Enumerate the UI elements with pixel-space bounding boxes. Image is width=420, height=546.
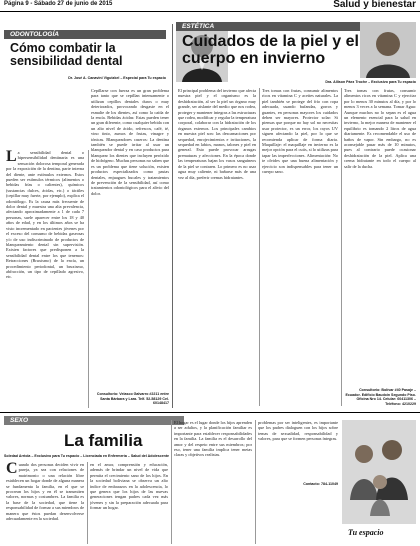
estetica-col-1: El principal problema del invierno que afecta nuestra piel y el organismo es la deshidratación, al ser la piel un órgano muy grande, ser aislante del medio que nos rodea, proteger y mantener íntegras a las estructuras que rodea, modificar y regular la temperatura corporal, colaborar con la hidratación de los órganos externos. Los principales cambios en nuestra piel son: las descamaciones por sequedad, enrojecimientos e irritaciones, la sequedad en labios, manos, talones y piel en general. Esto puede provocar arrugas prematuras y afecciones. En la época donde las temperaturas bajan los vasos sanguíneos de la piel se contraen. Lo primero es no usar agua muy caliente, ni bañarse más de una vez al día, preferir cremas hidratantes. — [178, 88, 256, 180]
estetica-tag: ESTÉTICA — [176, 22, 416, 31]
sexo-col-4: problemas por ser inteligentes, es importante que los padres dialoguen con los hijos sobre temas de sexualidad, responsabilidad y valores, para que se formen personas íntegras. — [258, 420, 338, 442]
odontologia-byline: Dr. José A. Canavini Vigutzkel – Especial para Tu espacio — [68, 76, 166, 80]
person-icon — [360, 22, 416, 78]
odontologia-col-2: Cepillarse con fuerza es un gran problema para tanto que se cepillan intensamente o utilizan cepillos dentales duros o muy deteriorados, provocando desgaste en el esmalte de los dientes, así como la caída de la encía. Bebidas ácidas: Estas pueden tener un gran diferente, como cualquier bebida con un alto nivel de ácido, refrescos, café, té, vino tinto, zumos de frutas, vinagre y tónicas. Blanqueadores caseros: La dentina también se puede irritar al usar un blanqueador dental y en caso productos para blanquear los dientes que incluyen peróxido de hidrógeno. Muchas personas no saben que es un problema que tiene solución, existen productos especializados como pastas dentales, enjuagues bucales y tratamientos de prevención de la sensibilidad, así como tratamientos odontológicos para el alivio del dolor. — [91, 88, 169, 196]
author-photo-2 — [360, 22, 416, 78]
sexo-col-2: en el amor, comprensión y educación, además de brindar un nivel de vida que permita el crecimiento sano de los hijos. En la sociedad boliviana se observa un alto índice de embarazos en la adolescencia, lo que genera que los hijos de las nuevas generaciones tengan padres cada vez más jóvenes y sin la preparación adecuada para formar un hogar. — [90, 462, 168, 511]
estetica-byline: Dra. Allison Páez Troche – Exclusivo para Tu espacio — [325, 80, 416, 84]
estetica-contact: Consultorio: Bolívar #40 Pasaje – Ecuador. Edificio Baudoin Segundo Piso. Oficina Nro 14. Celular: 60411306 – Teléfono: 4210229 — [345, 388, 416, 406]
odontologia-title: Cómo combatir la sensibilidad dental — [10, 41, 123, 69]
odontologia-col-1: La sensibilidad dental o hipersensibilidad dentinaria es una sensación dolorosa temporal generada por la exposición de la dentina, parte interna del diente, ante estímulos externos. Estos pueden ser estímulos térmicos (alimentos o bebidas frías o calientes), químicos (sustancias dulces, ácidas, etc.) o táctiles (cepillar muy fuerte, por ejemplo), explica el odontólogo. Es la causa más frecuente de dolor dental y muestra una alta prevalencia, afectando aproximadamente a 1 de cada 7 personas, suele aparecer entre los 18 y 40 años de edad, y en los últimos años se ha visto incrementado en pacientes jóvenes por el exceso del consumo de bebidas gaseosas y/o de uso indiscriminado de productos de blanqueamiento dental sin supervisión. Existen factores que predisponen a la sensibilidad dental entre los que tenemos: Retracciones (Bruxismo) de la encía, un procedimiento periodontal, un bruxismo, abfracción, un tipo de cepillado agresivo, etc. — [6, 150, 84, 280]
odontologia-contact: Consultorio: Velasco Galvarro #2211 entre Santa Bárbara y Lara. Telf. 52-58129 Cel. 60148417 — [96, 392, 169, 406]
odontologia-tag: ODONTOLOGÍA — [4, 30, 166, 39]
estetica-col-2: Tres tomas con frutas, consumir alimentos ricos en vitamina C y aceites naturales. La piel también se protege del frío con ropa adecuada, usando bufandas, gorros y guantes, en personas mayores los cuidados deben ser mayores. Protector solar: Si piensas que porque no hay sol no necesitas usar protector, es un error, los rayos UV siguen afectando la piel, por lo que se recomienda aplicar de forma diaria. Maquillaje: el maquillaje en invierno es la mejor opción para el cutis, si lo utilizas para tapar las imperfecciones. Alimentación: No te olvides que una buena alimentación y ejercicio son indispensables para tener un cuerpo sano. — [262, 88, 338, 175]
sexo-contact: Contacto: 784-11049 — [303, 482, 338, 486]
page-header — [0, 0, 420, 12]
section-title: Salud y bienestar — [333, 0, 416, 10]
sexo-tag: SEXO — [4, 416, 184, 425]
family-icon — [342, 420, 416, 524]
sexo-title: La familia — [64, 431, 143, 450]
sexo-col-1: Cuando dos personas deciden vivir en pareja, ya sea con relaciones de matrimonio o una relación libre establecen un hogar donde de alguna manera se fundamenta la familia, en el que se procrean los hijos y en él se transmiten valores, normas y costumbres. La familia es la base de la sociedad, que tiene la responsabilidad de formar a sus miembros de manera que éstos puedan desenvolverse adecuadamente en la sociedad. — [6, 462, 84, 522]
page-info: Página 9 - Sábado 27 de junio de 2015 — [4, 1, 113, 7]
estetica-col-3: Tres tomas con frutas, consumir alimentos ricos en vitamina C y ejercitar por lo menos 30 minutos al día, y por lo menos 3 veces a la semana. Tomar Agua: Aunque muchos no lo sepan es el agua un elemento esencial para la salud en invierno, la mejor manera de mantener el equilibrio es tomando 2 litros de agua diariamente. Es recomendable el uso de baños de vapor. Sin embargo, no es aconsejable pasar más de 10 minutos, pues al contrario puede ocasionar deshidratación de la piel. Aplica una crema hidratante en todo el cuerpo al salir de la ducha. — [344, 88, 416, 169]
estetica-title: Cuidados de la piel y el cuerpo en invierno — [182, 33, 359, 67]
family-photo — [342, 420, 416, 524]
sexo-byline: Soledad Arriola – Exclusivo para Tu espacio – Licenciada en Enfermería – Salud del Adolescente — [4, 454, 170, 458]
sexo-col-3: El hogar es el lugar donde los hijos aprenden a ser adultos, y la planificación familiar es importante para establecer responsabilidades en la familia. La familia es el desarrollo del amor y del respeto entre sus miembros; por eso, tener una familia implica tener metas claras y objetivos realistas. — [174, 420, 252, 458]
brand-logo: Tu espacio — [348, 528, 384, 537]
